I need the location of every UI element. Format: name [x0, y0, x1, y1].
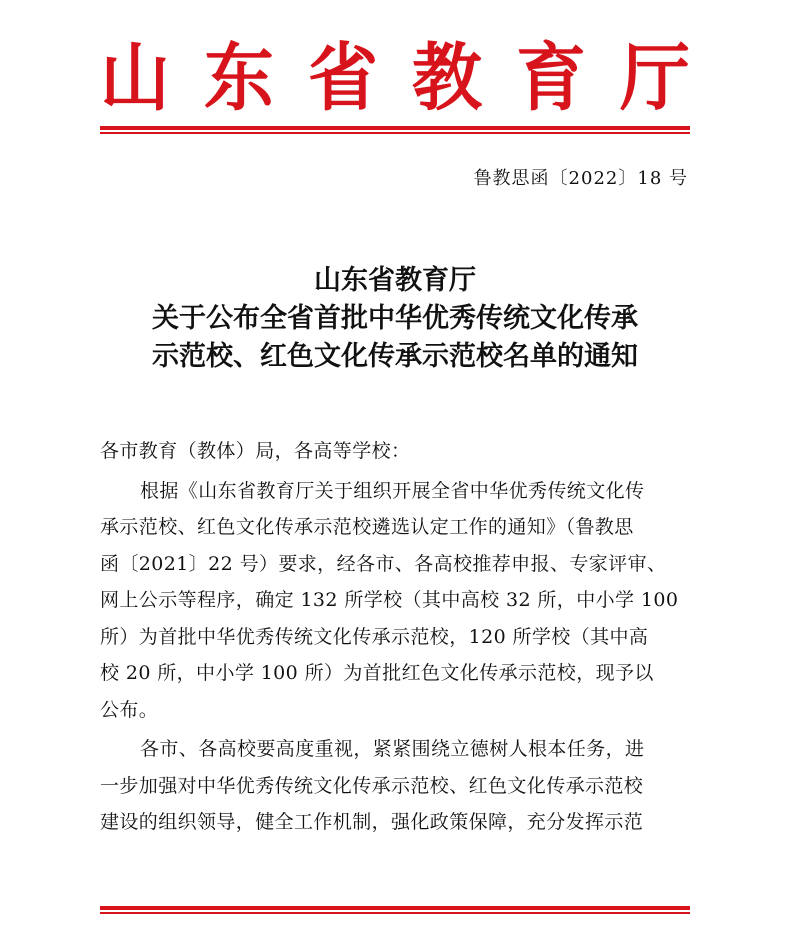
masthead-char: 山 — [100, 33, 170, 122]
paragraph-line: 根据《山东省教育厅关于组织开展全省中华优秀传统文化传 — [140, 479, 645, 502]
paragraph-line: 建设的组织领导，健全工作机制，强化政策保障，充分发挥示范 — [100, 811, 644, 833]
document-title — [100, 262, 690, 376]
paragraph-line: 承示范校、红色文化传承示范校遴选认定工作的通知》（鲁教思 — [100, 516, 634, 538]
masthead-char: 教 — [412, 33, 482, 122]
masthead-char: 育 — [516, 33, 586, 122]
masthead-divider-thick — [100, 126, 690, 130]
paragraph-line: 公布。 — [100, 698, 159, 721]
paragraph-line: 所）为首批中华优秀传统文化传承示范校，120 所学校（其中高 — [100, 625, 649, 648]
footer-divider-thin — [100, 912, 690, 914]
paragraph-2 — [100, 731, 692, 841]
masthead-char: 东 — [204, 33, 274, 122]
paragraph-line: 一步加强对中华优秀传统文化传承示范校、红色文化传承示范校 — [100, 774, 644, 797]
masthead-divider-thin — [100, 132, 690, 134]
masthead-char: 省 — [308, 33, 378, 122]
masthead-char: 厅 — [620, 33, 690, 122]
footer-divider-thick — [100, 906, 690, 910]
title-line: 关于公布全省首批中华优秀传统文化传承 — [152, 303, 638, 334]
paragraph-1 — [100, 473, 692, 729]
paragraph-line: 网上公示等程序，确定 132 所学校（其中高校 32 所，中小学 100 — [100, 589, 679, 611]
document-body — [100, 433, 692, 841]
paragraph-line: 各市、各高校要高度重视，紧紧围绕立德树人根本任务，进 — [140, 738, 645, 760]
masthead-org-name — [100, 33, 690, 122]
title-line: 山东省教育厅 — [314, 265, 476, 296]
document-number: 鲁教思函〔2022〕18 号 — [473, 168, 688, 189]
paragraph-line: 函〔2021〕22 号）要求，经各市、各高校推荐申报、专家评审、 — [100, 552, 667, 575]
salutation: 各市教育（教体）局，各高等学校： — [100, 440, 411, 462]
title-line: 示范校、红色文化传承示范校名单的通知 — [152, 341, 638, 372]
paragraph-line: 校 20 所，中小学 100 所）为首批红色文化传承示范校，现予以 — [100, 662, 654, 684]
